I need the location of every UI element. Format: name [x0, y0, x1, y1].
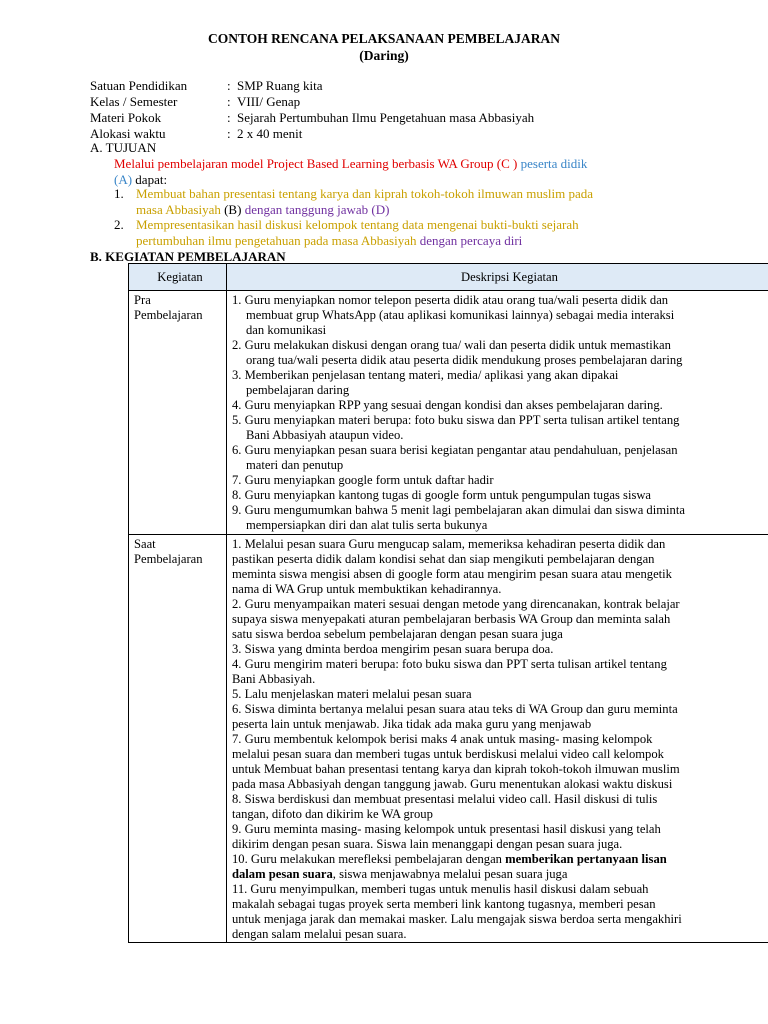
header-kegiatan: Kegiatan — [129, 264, 227, 291]
meta-row — [90, 126, 534, 142]
phase-label: Saat — [134, 537, 156, 551]
meta-row — [90, 110, 534, 126]
pra-description — [227, 291, 768, 535]
objective-line — [114, 172, 764, 188]
activity-line: 2. Guru melakukan diskusi dengan orang tua/ wali dan peserta didik untuk memastikan — [232, 338, 671, 352]
activity-line: 1. Melalui pesan suara Guru mengucap salam, memeriksa kehadiran peserta didik dan — [232, 537, 666, 551]
activity-bold-text: memberikan pertanyaan lisan — [505, 852, 667, 866]
meta-key: Satuan Pendidikan — [90, 78, 188, 93]
objective-2-purple: dengan percaya diri — [419, 232, 523, 248]
activity-line: 8. Siswa berdiskusi dan membuat presentasi melalui video call. Hasil diskusi di tulis — [232, 792, 658, 806]
activity-line: peserta lain untuk menjawab. Jika tidak ada maka guru yang menjawab — [232, 717, 592, 731]
meta-value: 2 x 40 menit — [237, 126, 303, 141]
phase-label: Pra — [134, 293, 151, 307]
meta-row — [90, 78, 534, 94]
activity-line: supaya siswa menyepakati aturan pembelajaran berbasis WA Group dan meminta salah — [232, 612, 671, 626]
activity-line: 5. Lalu menjelaskan materi melalui pesan suara — [232, 687, 472, 701]
document-title: CONTOH RENCANA PELAKSANAAN PEMBELAJARAN — [208, 31, 560, 46]
meta-sep: : — [227, 78, 231, 93]
item-number: 1. — [114, 186, 124, 201]
objective-intro — [114, 156, 764, 187]
meta-sep: : — [227, 110, 231, 125]
table-header-row — [129, 264, 768, 291]
activity-bold-text: dalam pesan suara — [232, 867, 333, 881]
meta-sep: : — [227, 126, 231, 141]
meta-value: SMP Ruang kita — [237, 78, 323, 93]
meta-key: Alokasi waktu — [90, 126, 166, 141]
objective-list — [114, 186, 768, 248]
activity-table — [128, 263, 768, 943]
activity-line: nama di WA Grup untuk membuktikan kehadirannya. — [232, 582, 502, 596]
header-deskripsi: Deskripsi Kegiatan — [227, 264, 768, 291]
objective-1-line-1: Membuat bahan presentasi tentang karya dan kiprah tokoh-tokoh ilmuwan muslim pada — [136, 186, 594, 201]
activity-line: dikirim dengan pesan suara. Siswa lain menanggapi dengan pesan suara juga. — [232, 837, 623, 851]
meta-sep: : — [227, 94, 231, 109]
activity-line: 9. Guru meminta masing- masing kelompok untuk presentasi hasil diskusi yang telah — [232, 822, 661, 836]
activity-line: 9. Guru mengumumkan bahwa 5 menit lagi pembelajaran akan dimulai dan siswa diminta — [232, 503, 685, 517]
activity-line-text: 10. Guru melakukan merefleksi pembelajaran dengan — [232, 852, 502, 866]
section-b-heading: B. KEGIATAN PEMBELAJARAN — [90, 249, 286, 264]
activity-line: orang tua/wali peserta didik atau peserta didik mendukung proses pembelajaran daring — [246, 353, 683, 367]
objective-2-gold: pertumbuhan ilmu pengetahuan pada masa Abbasiyah — [136, 232, 417, 248]
activity-line: 4. Guru menyiapkan RPP yang sesuai dengan kondisi dan akses pembelajaran daring. — [232, 398, 663, 412]
phase-label: Pembelajaran — [134, 308, 203, 322]
meta-value: Sejarah Pertumbuhan Ilmu Pengetahuan masa Abbasiyah — [237, 110, 535, 125]
activity-line: Bani Abbasiyah ataupun video. — [246, 428, 404, 442]
objective-item-cont — [114, 233, 768, 249]
activity-line: 2. Guru menyampaikan materi sesuai dengan metode yang direncanakan, kontrak belajar — [232, 597, 680, 611]
objective-item-cont — [114, 202, 768, 218]
objective-2-line-1: Mempresentasikan hasil diskusi kelompok tentang data mengenai bukti-bukti sejarah — [136, 217, 579, 232]
activity-line-text: , siswa menjawabnya melalui pesan suara juga — [332, 867, 568, 881]
objective-1-gold: masa Abbasiyah — [136, 201, 221, 217]
document-title-block — [0, 30, 768, 64]
section-a-heading: A. TUJUAN — [90, 140, 157, 155]
objective-1-purple: dengan tanggung jawab (D) — [244, 201, 390, 217]
activity-line: 5. Guru menyiapkan materi berupa: foto buku siswa dan PPT serta tulisan artikel tentang — [232, 413, 680, 427]
objective-dapat: dapat: — [135, 171, 168, 187]
activity-line: materi dan penutup — [246, 458, 344, 472]
meta-value: VIII/ Genap — [237, 94, 301, 109]
activity-line: dan komunikasi — [246, 323, 327, 337]
activity-line: membuat grup WhatsApp (atau aplikasi komunikasi lainnya) sebagai media interaksi — [246, 308, 675, 322]
saat-description — [227, 535, 768, 943]
activity-line: satu siswa berdoa sebelum pembelajaran dengan pesan suara juga — [232, 627, 563, 641]
meta-key: Materi Pokok — [90, 110, 162, 125]
activity-line: makalah sebagai tugas proyek serta memberi link kantong tugasnya, memberi pesan — [232, 897, 656, 911]
activity-line: mempersiapkan diri dan alat tulis serta bukunya — [246, 518, 488, 532]
activity-line: meminta siswa mengisi absen di google form atau mengirim pesan suara atau mengetik — [232, 567, 672, 581]
activity-line: untuk Membuat bahan presentasi tentang karya dan kiprah tokoh-tokoh ilmuwan muslim — [232, 762, 680, 776]
activity-line: melalui pesan suara dan memberi tugas untuk berdiskusi melalui video call kelompok — [232, 747, 664, 761]
activity-line: pada masa Abbasiyah dengan tanggung jawab. Guru menentukan alokasi waktu diskusi — [232, 777, 673, 791]
phase-cell — [129, 291, 227, 535]
activity-line: 3. Memberikan penjelasan tentang materi, media/ aplikasi yang akan dipakai — [232, 368, 619, 382]
objective-item — [114, 186, 768, 202]
activity-line: Bani Abbasiyah. — [232, 672, 316, 686]
phase-label: Pembelajaran — [134, 552, 203, 566]
activity-line: dengan salam melalui pesan suara. — [232, 927, 407, 941]
activity-line: 11. Guru menyimpulkan, memberi tugas untuk menulis hasil diskusi dalam sebuah — [232, 882, 649, 896]
objective-item — [114, 217, 768, 233]
phase-cell — [129, 535, 227, 943]
objective-1-b: (B) — [224, 201, 242, 217]
table-row — [129, 535, 768, 943]
activity-line: untuk menjaga jarak dan memakai masker. Lalu mengajak siswa berdoa serta mengakhiri — [232, 912, 682, 926]
objective-text-red: Melalui pembelajaran model Project Based Learning berbasis WA Group (C ) — [114, 156, 518, 171]
activity-line: 4. Guru mengirim materi berupa: foto buku siswa dan PPT serta tulisan artikel tentang — [232, 657, 667, 671]
activity-line: 1. Guru menyiapkan nomor telepon peserta didik atau orang tua/wali peserta didik dan — [232, 293, 669, 307]
item-number: 2. — [114, 217, 124, 232]
document-subtitle: (Daring) — [359, 48, 409, 63]
activity-line: pembelajaran daring — [246, 383, 350, 397]
activity-line: 7. Guru menyiapkan google form untuk daftar hadir — [232, 473, 494, 487]
meta-key: Kelas / Semester — [90, 94, 178, 109]
meta-row — [90, 94, 534, 110]
identity-block — [90, 78, 534, 142]
activity-line: 7. Guru membentuk kelompok berisi maks 4 anak untuk masing- masing kelompok — [232, 732, 653, 746]
objective-audience-tag: (A) — [114, 171, 133, 187]
table-row — [129, 291, 768, 535]
activity-line: pastikan peserta didik dalam kondisi sehat dan siap mengikuti pembelajaran dengan — [232, 552, 655, 566]
objective-line — [114, 156, 764, 172]
activity-line: 3. Siswa yang dminta berdoa mengirim pesan suara berupa doa. — [232, 642, 554, 656]
activity-line: 6. Siswa diminta bertanya melalui pesan suara atau teks di WA Group dan guru meminta — [232, 702, 678, 716]
activity-line — [232, 852, 768, 867]
activity-line: 6. Guru menyiapkan pesan suara berisi kegiatan pengantar atau pendahuluan, penjelasan — [232, 443, 678, 457]
activity-line — [232, 867, 768, 882]
activity-line: 8. Guru menyiapkan kantong tugas di google form untuk pengumpulan tugas siswa — [232, 488, 652, 502]
activity-line: tangan, difoto dan dikirim ke WA group — [232, 807, 433, 821]
objective-text-blue: peserta didik — [520, 156, 588, 171]
